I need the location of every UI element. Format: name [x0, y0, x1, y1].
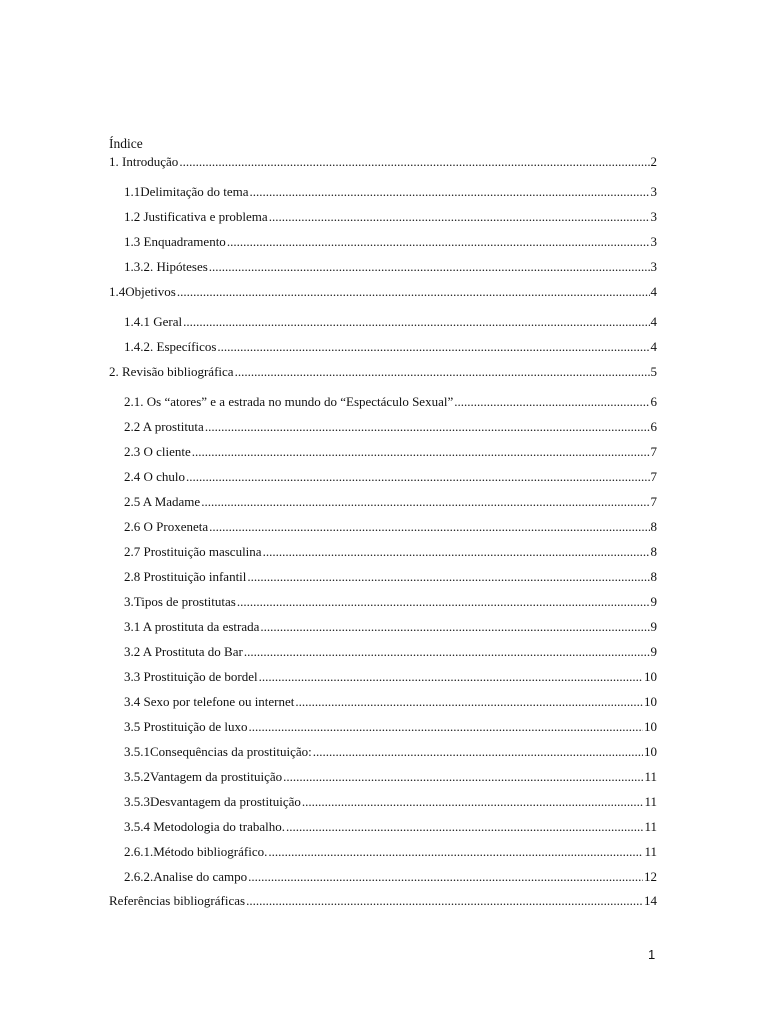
toc-leader-dots — [237, 593, 650, 610]
toc-entry[interactable] — [124, 418, 657, 435]
toc-entry[interactable] — [124, 393, 657, 410]
toc-leader-dots — [179, 153, 649, 170]
toc-entry-label: 3.5 Prostituição de luxo — [124, 719, 248, 734]
toc-entry-page: 4 — [650, 284, 657, 299]
toc-entry-page: 10 — [644, 744, 657, 759]
toc-entry[interactable] — [124, 843, 657, 860]
toc-entry-label: 3.Tipos de prostitutas — [124, 594, 236, 609]
toc-entry[interactable] — [124, 668, 657, 685]
toc-entry-label: 3.5.3Desvantagem da prostituição — [124, 794, 301, 809]
toc-leader-dots — [247, 568, 649, 585]
toc-entry[interactable] — [124, 693, 657, 710]
toc-entry-label: 1. Introdução — [109, 154, 179, 169]
toc-leader-dots — [201, 493, 649, 510]
toc-entry-label: 2.8 Prostituição infantil — [124, 569, 247, 584]
toc-entry-page: 7 — [650, 469, 657, 484]
toc-entry-label: 2.7 Prostituição masculina — [124, 544, 262, 559]
toc-entry-page: 10 — [644, 669, 657, 684]
toc-entry[interactable] — [124, 743, 657, 760]
toc-entry[interactable] — [109, 283, 657, 300]
toc-leader-dots — [192, 443, 650, 460]
toc-leader-dots — [283, 768, 643, 785]
toc-entry-page: 8 — [650, 544, 657, 559]
toc-entry[interactable] — [124, 718, 657, 735]
toc-entry-page: 4 — [650, 339, 657, 354]
toc-entry[interactable] — [124, 258, 657, 275]
toc-entry[interactable] — [124, 518, 657, 535]
toc-leader-dots — [235, 363, 650, 380]
toc-entry[interactable] — [124, 593, 657, 610]
toc-entry-label: 2.2 A prostituta — [124, 419, 204, 434]
toc-entry[interactable] — [124, 208, 657, 225]
toc-entry-page: 8 — [650, 569, 657, 584]
toc-leader-dots — [209, 518, 649, 535]
toc-leader-dots — [209, 258, 650, 275]
toc-leader-dots — [246, 892, 643, 909]
toc-entry-label: 1.4.1 Geral — [124, 314, 183, 329]
toc-entry-label: 2.5 A Madame — [124, 494, 201, 509]
toc-leader-dots — [269, 208, 650, 225]
toc-entry-page: 14 — [644, 893, 657, 908]
toc-entry[interactable] — [124, 313, 657, 330]
toc-entry-page: 9 — [650, 644, 657, 659]
toc-entry[interactable] — [124, 768, 657, 785]
toc-entry-page: 11 — [644, 794, 657, 809]
toc-entry-page: 10 — [644, 694, 657, 709]
toc-leader-dots — [177, 283, 650, 300]
toc-leader-dots — [249, 718, 644, 735]
toc-entry[interactable] — [109, 153, 657, 170]
toc-entry-label: 3.5.1Consequências da prostituição: — [124, 744, 312, 759]
toc-entry-page: 3 — [650, 259, 657, 274]
toc-entry-page: 7 — [650, 494, 657, 509]
toc-entry[interactable] — [124, 868, 657, 885]
toc-entry-label: 1.3 Enquadramento — [124, 234, 226, 249]
toc-entry-page: 6 — [650, 394, 657, 409]
toc-entry-page: 11 — [644, 819, 657, 834]
toc-entry-label: 3.1 A prostituta da estrada — [124, 619, 260, 634]
toc-leader-dots — [250, 183, 650, 200]
toc-entry-label: 2. Revisão bibliográfica — [109, 364, 234, 379]
toc-entry-label: 1.2 Justificativa e problema — [124, 209, 268, 224]
toc-entry-label: 2.3 O cliente — [124, 444, 191, 459]
toc-entry-page: 9 — [650, 619, 657, 634]
toc-entry[interactable] — [124, 493, 657, 510]
toc-entry-label: 1.1Delimitação do tema — [124, 184, 249, 199]
toc-leader-dots — [302, 793, 644, 810]
toc-entry-page: 7 — [650, 444, 657, 459]
toc-entry-label: 2.6.2.Analise do campo — [124, 869, 248, 884]
toc-leader-dots — [263, 543, 650, 560]
toc-entry-label: 2.1. Os “atores” e a estrada no mundo do “Espectáculo Sexual” — [124, 394, 454, 409]
toc-entry[interactable] — [124, 818, 657, 835]
toc-entry-page: 12 — [644, 869, 657, 884]
toc-leader-dots — [286, 818, 643, 835]
toc-entry-page: 3 — [650, 234, 657, 249]
toc-entry[interactable] — [124, 443, 657, 460]
toc-entry-label: 3.5.4 Metodologia do trabalho. — [124, 819, 286, 834]
toc-entry-page: 2 — [650, 154, 657, 169]
toc-entry[interactable] — [124, 468, 657, 485]
toc-entry-label: 1.4Objetivos — [109, 284, 176, 299]
toc-entry[interactable] — [124, 183, 657, 200]
toc-leader-dots — [186, 468, 649, 485]
toc-leader-dots — [183, 313, 649, 330]
toc-entry-label: 3.3 Prostituição de bordel — [124, 669, 258, 684]
toc-entry-page: 5 — [650, 364, 657, 379]
toc-leader-dots — [205, 418, 650, 435]
toc-entry[interactable] — [109, 892, 657, 909]
toc-entry-label: 2.6 O Proxeneta — [124, 519, 209, 534]
toc-leader-dots — [217, 338, 649, 355]
toc-entry-label: 3.5.2Vantagem da prostituição — [124, 769, 283, 784]
page-number: 1 — [648, 947, 656, 962]
toc-leader-dots — [259, 668, 643, 685]
toc-entry[interactable] — [124, 233, 657, 250]
toc-title: Índice — [109, 136, 143, 151]
toc-entry-label: 2.6.1.Método bibliográfico. — [124, 844, 268, 859]
toc-leader-dots — [295, 693, 643, 710]
toc-leader-dots — [268, 843, 643, 860]
toc-entry-page: 8 — [650, 519, 657, 534]
toc-entry-label: 1.3.2. Hipóteses — [124, 259, 208, 274]
toc-entry-label: Referências bibliográficas — [109, 893, 246, 908]
toc-entry[interactable] — [124, 643, 657, 660]
toc-leader-dots — [244, 643, 650, 660]
toc-entry-page: 11 — [644, 844, 657, 859]
toc-leader-dots — [227, 233, 650, 250]
toc-entry-page: 3 — [650, 184, 657, 199]
toc-entry[interactable] — [124, 543, 657, 560]
toc-entry-label: 3.2 A Prostituta do Bar — [124, 644, 243, 659]
toc-entry-label: 2.4 O chulo — [124, 469, 186, 484]
toc-entry-label: 3.4 Sexo por telefone ou internet — [124, 694, 295, 709]
toc-entry-page: 3 — [650, 209, 657, 224]
toc-entry-page: 9 — [650, 594, 657, 609]
toc-entry[interactable] — [109, 363, 657, 380]
toc-entry-page: 6 — [650, 419, 657, 434]
toc-leader-dots — [248, 868, 643, 885]
toc-entry-label: 1.4.2. Específicos — [124, 339, 217, 354]
toc-entry[interactable] — [124, 338, 657, 355]
toc-entry-page: 10 — [644, 719, 657, 734]
toc-entry[interactable] — [124, 568, 657, 585]
toc-leader-dots — [313, 743, 643, 760]
toc-entry-page: 11 — [644, 769, 657, 784]
toc-entry[interactable] — [124, 618, 657, 635]
toc-entry[interactable] — [124, 793, 657, 810]
toc-entry-page: 4 — [650, 314, 657, 329]
toc-leader-dots — [260, 618, 649, 635]
toc-leader-dots — [454, 393, 649, 410]
